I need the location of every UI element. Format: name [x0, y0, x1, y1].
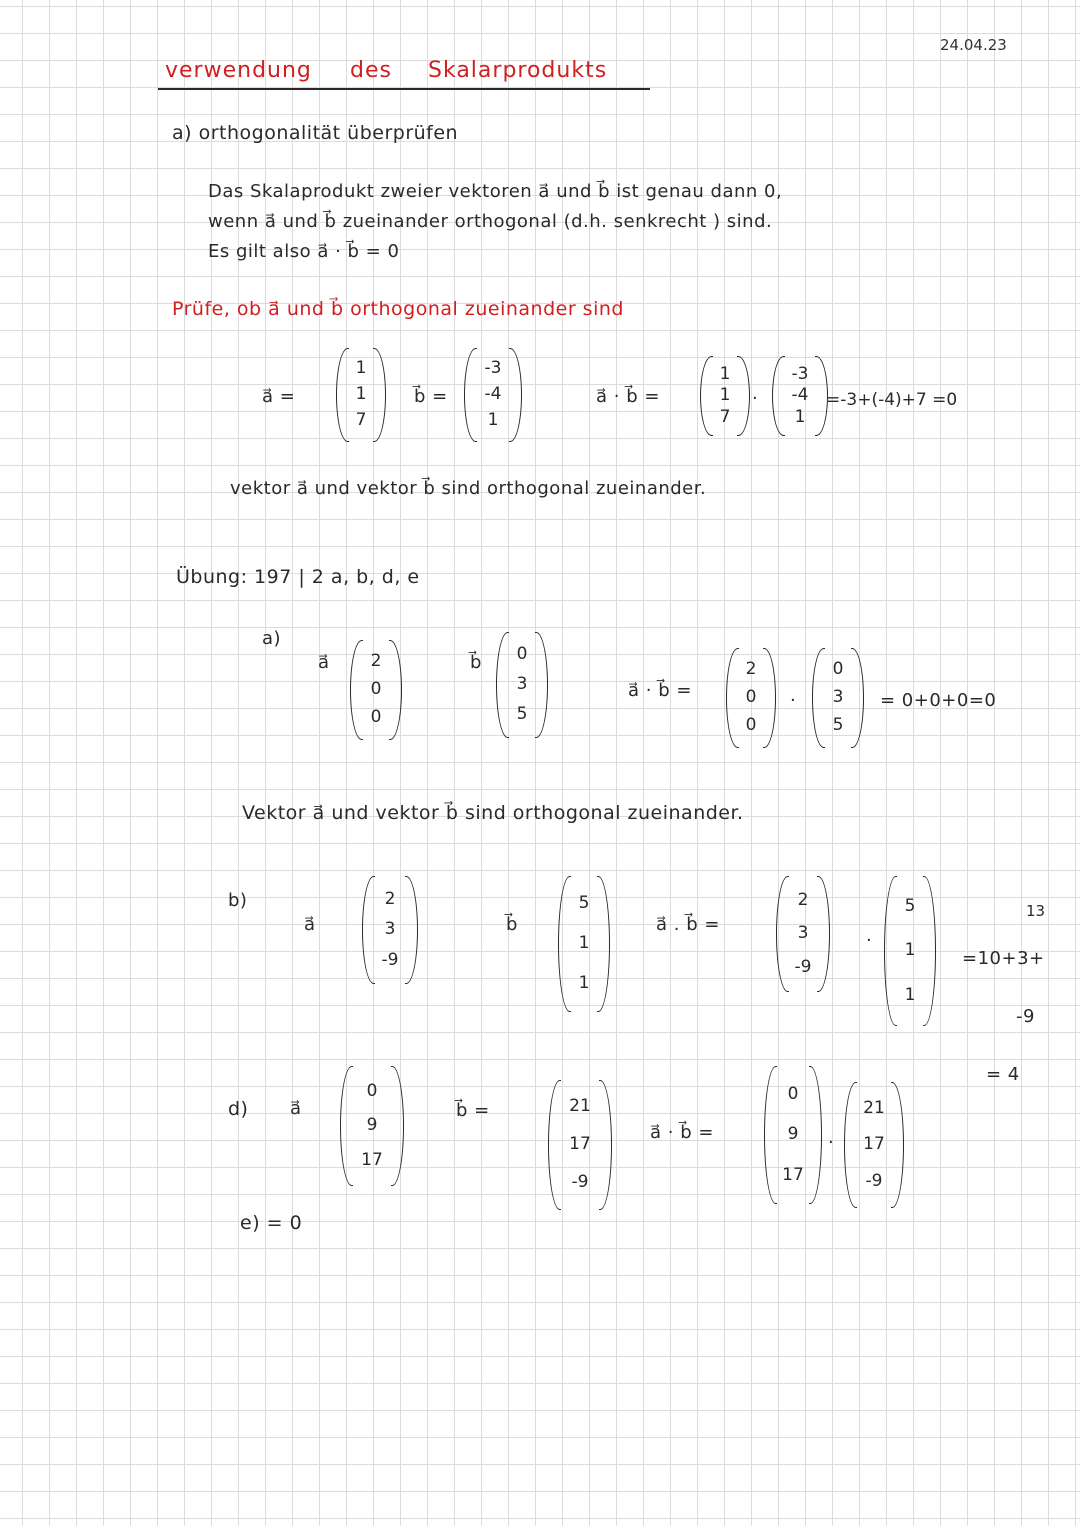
example-dot-a-z: 7 [719, 406, 731, 427]
title-word-1: verwendung [165, 58, 312, 83]
exercise-d-dot-label: a⃗ · b⃗ = [650, 1122, 714, 1143]
exercise-b-b-label: b⃗ [506, 914, 518, 935]
example-vector-a [350, 356, 372, 434]
example-a-label: a⃗ = [262, 386, 296, 407]
exercise-a-a-z: 0 [370, 707, 382, 728]
exercise-d-a-y: 9 [366, 1115, 378, 1136]
exercise-b-dot-a-x: 2 [797, 889, 809, 910]
example-b-z: 1 [487, 410, 499, 431]
exercise-d-dot-vector-a [778, 1074, 808, 1196]
exercise-b-minus: -9 [1016, 1006, 1035, 1027]
section-a-heading: a) orthogonalität überprüfen [172, 122, 459, 144]
exercise-d-dot-operator: · [828, 1132, 835, 1153]
exercise-b-dot-b-y: 1 [904, 940, 916, 961]
exercise-d-a-label: a⃗ [290, 1098, 302, 1119]
exercise-a-vector-a [364, 648, 388, 732]
exercise-b-a-y: 3 [384, 919, 396, 940]
example-dot-b-x: -3 [791, 363, 809, 384]
exercise-a-b-y: 3 [516, 674, 528, 695]
title-word-3: Skalarprodukts [428, 58, 608, 83]
exercise-b-vector-a [376, 884, 404, 976]
definition-line-2: wenn a⃗ und b⃗ zueinander orthogonal (d.h. senkrecht ) sind. [208, 211, 773, 232]
exercise-d-b-x: 21 [569, 1096, 591, 1117]
definition-line-3: Es gilt also a⃗ · b⃗ = 0 [208, 241, 400, 262]
exercise-b-note: 13 [1026, 902, 1046, 920]
exercise-a-vector-b [510, 640, 534, 730]
exercise-a-dot-operator: · [790, 690, 797, 711]
exercise-a-dot-b-z: 5 [832, 715, 844, 736]
example-dot-a-y: 1 [719, 385, 731, 406]
example-a-x: 1 [355, 358, 367, 379]
exercise-a-dot-vector-b [826, 656, 850, 740]
exercise-a-label: a) [262, 628, 282, 649]
example-a-y: 1 [355, 384, 367, 405]
exercise-b-b-z: 1 [578, 973, 590, 994]
example-prompt: Prüfe, ob a⃗ und b⃗ orthogonal zueinander sind [172, 298, 624, 320]
exercise-b-dot-label: a⃗ . b⃗ = [656, 914, 720, 935]
exercise-b-dot-a-z: -9 [794, 956, 812, 977]
exercise-b-vector-b [572, 884, 596, 1004]
example-b-label: b⃗ = [414, 386, 448, 407]
exercise-heading: Übung: 197 | 2 a, b, d, e [176, 566, 420, 588]
exercise-a-dot-a-y: 0 [745, 687, 757, 708]
exercise-d-b-y: 17 [569, 1134, 591, 1155]
exercise-a-result: = 0+0+0=0 [880, 690, 997, 711]
exercise-b-dot-b-z: 1 [904, 984, 916, 1005]
example-dot-vector-b [786, 364, 814, 428]
example-b-y: -4 [484, 384, 502, 405]
exercise-a-a-x: 2 [370, 651, 382, 672]
exercise-b-b-x: 5 [578, 893, 590, 914]
exercise-b-dot-vector-b [898, 884, 922, 1018]
exercise-b-dot-b-x: 5 [904, 895, 916, 916]
exercise-b-label: b) [228, 890, 248, 911]
date: 24.04.23 [940, 36, 1007, 54]
example-dot-label: a⃗ · b⃗ = [596, 386, 660, 407]
exercise-b-a-z: -9 [381, 949, 399, 970]
exercise-a-a-label: a⃗ [318, 652, 330, 673]
exercise-d-dot-b-x: 21 [863, 1097, 885, 1118]
exercise-a-dot-b-x: 0 [832, 659, 844, 680]
exercise-d-dot-b-y: 17 [863, 1134, 885, 1155]
exercise-b-dot-operator: · [866, 930, 873, 951]
exercise-d-a-x: 0 [366, 1080, 378, 1101]
example-dot-b-y: -4 [791, 385, 809, 406]
exercise-d-vector-a [354, 1074, 390, 1178]
example-b-x: -3 [484, 358, 502, 379]
exercise-a-dot-a-z: 0 [745, 715, 757, 736]
exercise-d-dot-a-z: 17 [782, 1164, 804, 1185]
exercise-d-a-z: 17 [361, 1149, 383, 1170]
exercise-a-b-z: 5 [516, 704, 528, 725]
exercise-a-dot-b-y: 3 [832, 687, 844, 708]
exercise-a-dot-label: a⃗ · b⃗ = [628, 680, 692, 701]
exercise-b-dot-a-y: 3 [797, 923, 809, 944]
example-dot-operator: · [752, 388, 759, 409]
example-a-z: 7 [355, 410, 367, 431]
example-dot-a-x: 1 [719, 363, 731, 384]
exercise-d-dot-a-x: 0 [787, 1083, 799, 1104]
example-dot-b-z: 1 [794, 406, 806, 427]
exercise-a-conclusion: Vektor a⃗ und vektor b⃗ sind orthogonal zueinander. [242, 802, 744, 824]
exercise-b-final: = 4 [986, 1064, 1020, 1085]
exercise-a-a-y: 0 [370, 679, 382, 700]
exercise-b-a-label: a⃗ [304, 914, 316, 935]
exercise-a-dot-vector-a [740, 656, 762, 740]
exercise-b-b-y: 1 [578, 933, 590, 954]
exercise-b-sum: =10+3+ [962, 948, 1045, 969]
exercise-d-label: d) [228, 1098, 249, 1120]
exercise-b-a-x: 2 [384, 888, 396, 909]
example-conclusion: vektor a⃗ und vektor b⃗ sind orthogonal zueinander. [230, 478, 707, 499]
definition-line-1: Das Skalaprodukt zweier vektoren a⃗ und b⃗ ist genau dann 0, [208, 181, 783, 202]
exercise-a-b-x: 0 [516, 644, 528, 665]
exercise-a-dot-a-x: 2 [745, 659, 757, 680]
title-word-2: des [350, 58, 392, 83]
example-vector-b [478, 356, 508, 434]
example-result: =-3+(-4)+7 =0 [826, 390, 958, 410]
exercise-d-vector-b [562, 1088, 598, 1202]
example-dot-vector-a [714, 364, 736, 428]
exercise-a-b-label: b⃗ [470, 652, 482, 673]
exercise-d-dot-b-z: -9 [865, 1170, 883, 1191]
exercise-b-dot-vector-a [790, 884, 816, 984]
title-underline [158, 88, 650, 90]
exercise-d-dot-a-y: 9 [787, 1124, 799, 1145]
exercise-d-b-label: b⃗ = [456, 1100, 490, 1121]
exercise-d-b-z: -9 [571, 1172, 589, 1193]
exercise-d-dot-vector-b [858, 1090, 890, 1200]
exercise-e-label: e) = 0 [240, 1212, 303, 1234]
